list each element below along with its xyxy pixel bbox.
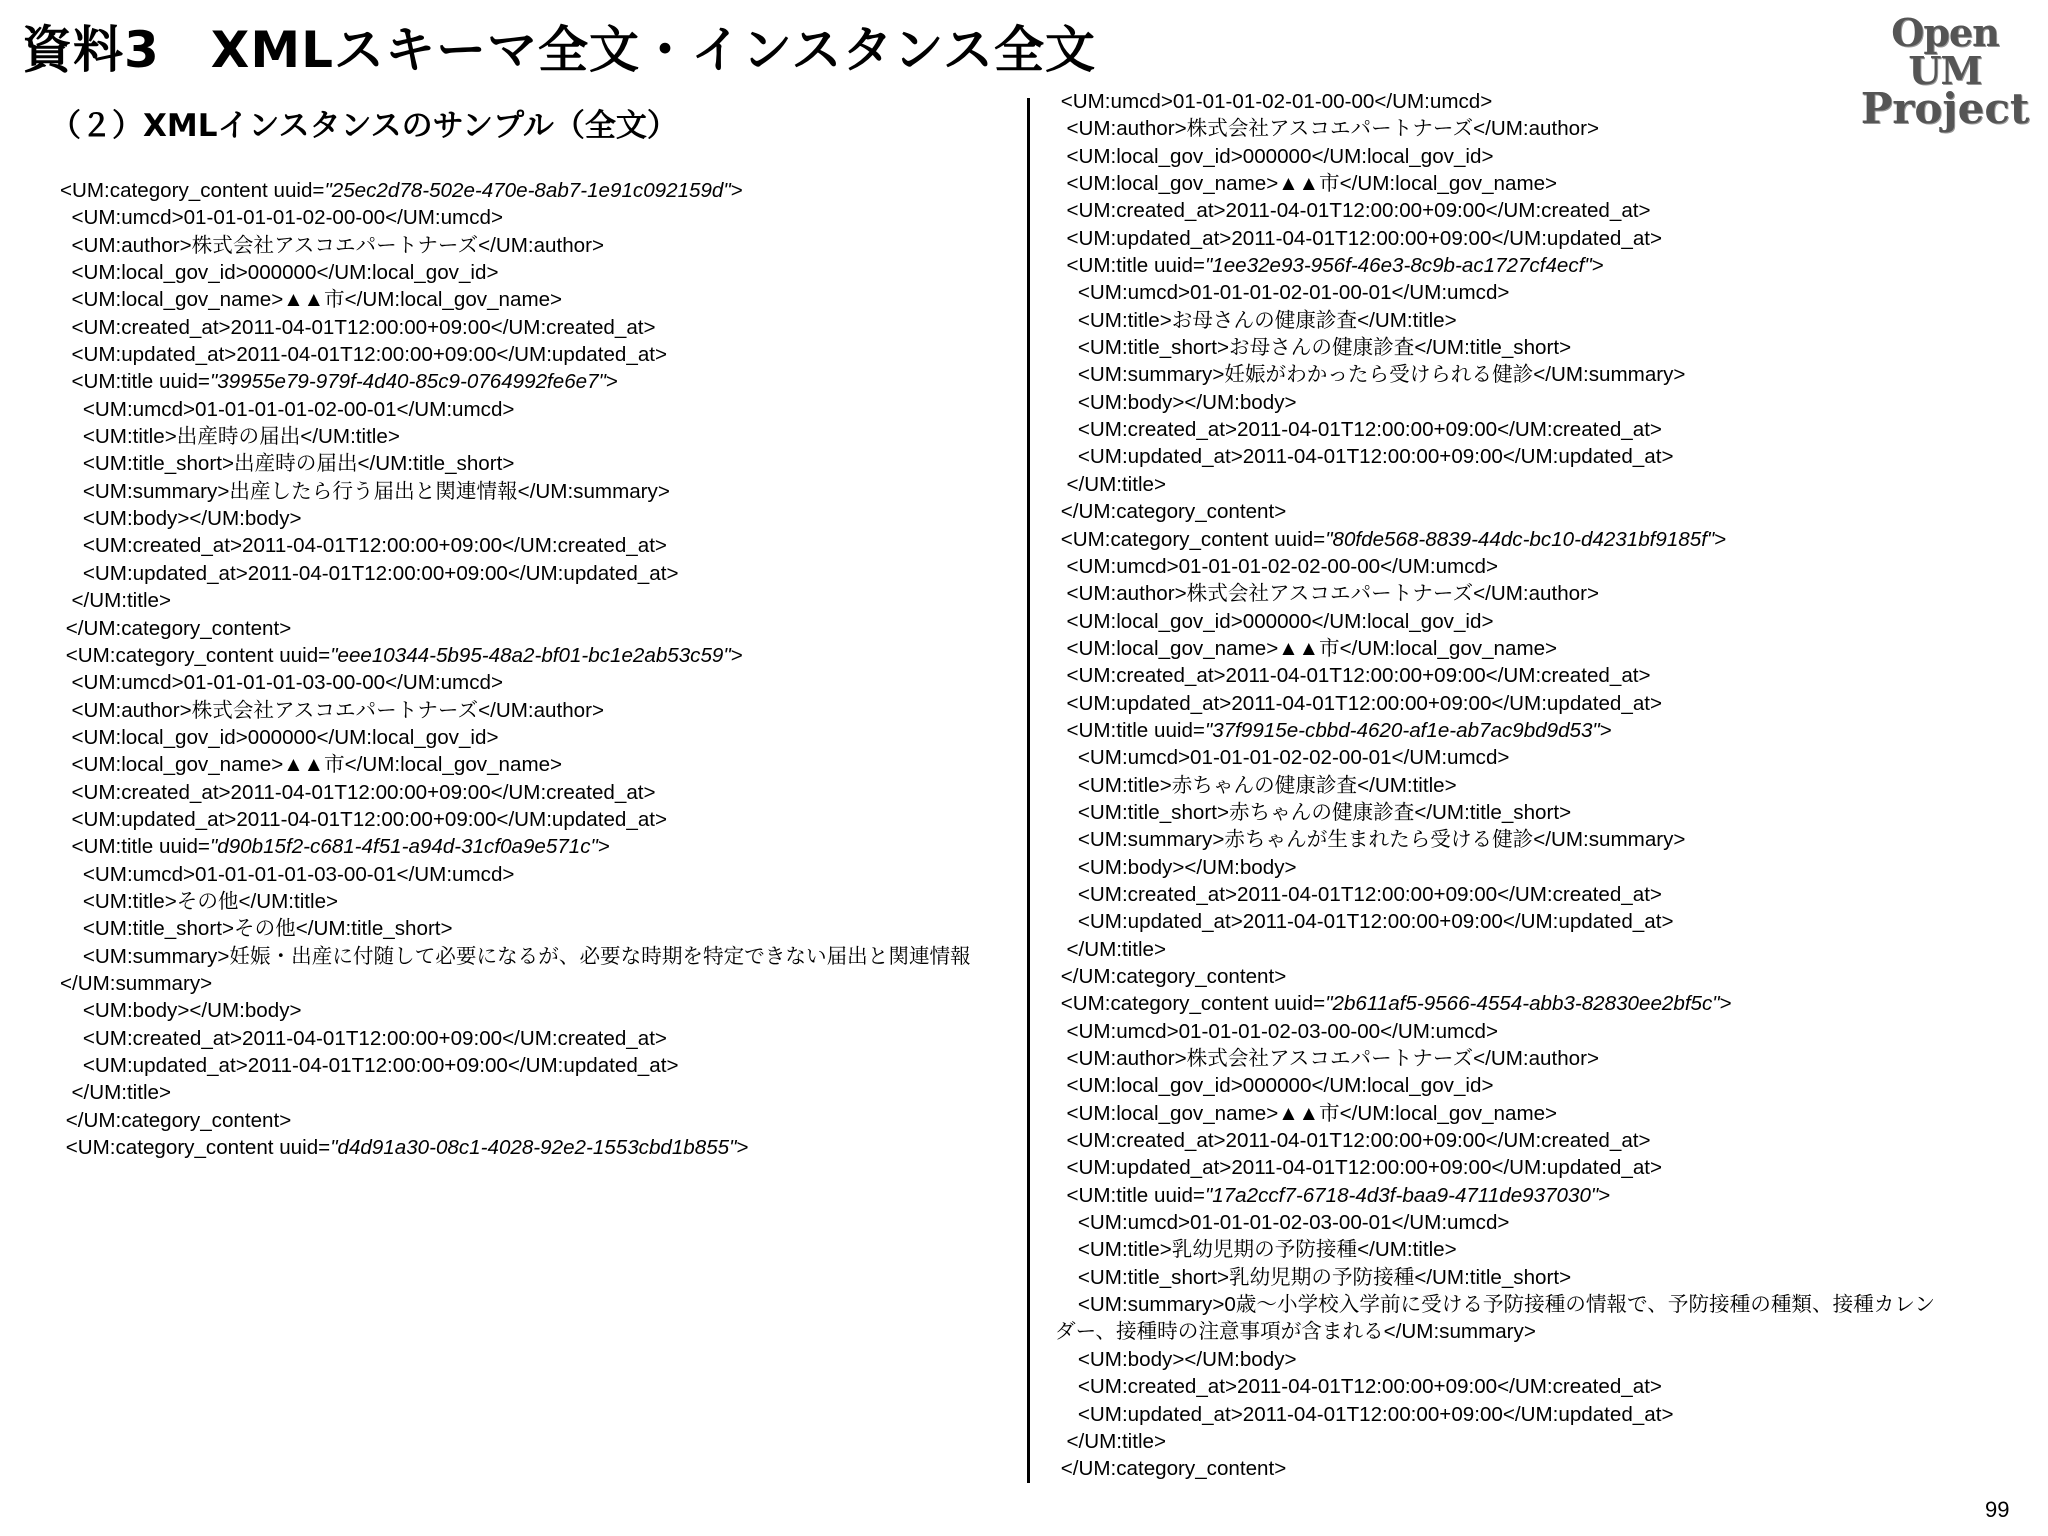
xml-line: <UM:local_gov_id>000000</UM:local_gov_id> [60, 261, 499, 285]
xml-line: <UM:updated_at>2011-04-01T12:00:00+09:00</UM:updated_at> [1055, 1402, 1674, 1426]
xml-tag-text: <UM:title uuid= [1055, 254, 1205, 278]
uuid-value: "25ec2d78-502e-470e-8ab7-1e91c092159d" [324, 179, 731, 202]
xml-line: <UM:umcd>01-01-01-02-02-00-01</UM:umcd> [1055, 746, 1510, 770]
xml-line: <UM:created_at>2011-04-01T12:00:00+09:00</UM:created_at> [60, 1026, 667, 1050]
xml-tag-text: > [730, 643, 743, 667]
xml-tag-text: > [1714, 527, 1727, 551]
xml-line: <UM:updated_at>2011-04-01T12:00:00+09:00</UM:updated_at> [1055, 226, 1663, 250]
xml-line: <UM:local_gov_name>▲▲市</UM:local_gov_name> [1055, 636, 1558, 660]
page-number: 99 [1985, 1497, 2010, 1522]
xml-line: <UM:created_at>2011-04-01T12:00:00+09:00</UM:created_at> [1055, 418, 1662, 442]
uuid-value: "80fde568-8839-44dc-bc10-d4231bf9185f" [1325, 527, 1715, 551]
xml-listing-right-column [1055, 84, 2040, 1483]
xml-line: <UM:body></UM:body> [60, 507, 302, 531]
xml-tag-text: > [597, 835, 610, 859]
xml-line: <UM:local_gov_id>000000</UM:local_gov_id> [1055, 609, 1494, 633]
xml-line [1055, 990, 2040, 1017]
xml-line: <UM:title_short>赤ちゃんの健康診査</UM:title_short> [1055, 800, 1572, 824]
xml-line: <UM:author>株式会社アスコエパートナーズ</UM:author> [60, 698, 605, 722]
xml-line [1055, 526, 2040, 553]
xml-tag-text: > [730, 179, 743, 202]
xml-line: <UM:umcd>01-01-01-01-03-00-01</UM:umcd> [60, 862, 515, 886]
xml-line: </UM:title> [1055, 1429, 1167, 1453]
xml-line [60, 833, 1030, 860]
xml-line: <UM:summary>妊娠がわかったら受けられる健診</UM:summary> [1055, 363, 1686, 387]
xml-tag-text: <UM:category_content uuid= [60, 179, 325, 202]
xml-line: <UM:created_at>2011-04-01T12:00:00+09:00</UM:created_at> [1055, 199, 1651, 223]
xml-line: <UM:local_gov_name>▲▲市</UM:local_gov_name> [60, 288, 563, 312]
xml-listing-left-column [60, 177, 1030, 1161]
section-subtitle: （２）XMLインスタンスのサンプル（全文） [50, 108, 678, 144]
xml-tag-text: <UM:category_content uuid= [60, 1136, 331, 1160]
xml-tag-text: <UM:category_content uuid= [60, 643, 331, 667]
xml-line: <UM:umcd>01-01-01-02-01-00-00</UM:umcd> [1055, 90, 1493, 113]
page-title: 資料3 XMLスキーマ全文・インスタンス全文 [22, 21, 1096, 79]
xml-line: <UM:created_at>2011-04-01T12:00:00+09:00</UM:created_at> [1055, 664, 1651, 688]
xml-line: <UM:summary>0歳～小学校入学前に受ける予防接種の情報で、予防接種の種類、接種カレン [1055, 1293, 1936, 1317]
xml-line: <UM:title>乳幼児期の予防接種</UM:title> [1055, 1238, 1457, 1262]
xml-line: <UM:body></UM:body> [60, 999, 302, 1023]
xml-line: <UM:title_short>お母さんの健康診査</UM:title_short> [1055, 336, 1572, 360]
xml-line: <UM:updated_at>2011-04-01T12:00:00+09:00</UM:updated_at> [60, 343, 668, 367]
xml-tag-text: > [1598, 1183, 1611, 1207]
xml-line: <UM:title>お母さんの健康診査</UM:title> [1055, 308, 1457, 332]
xml-line: <UM:updated_at>2011-04-01T12:00:00+09:00</UM:updated_at> [1055, 910, 1674, 934]
uuid-value: "d90b15f2-c681-4f51-a94d-31cf0a9e571c" [209, 835, 598, 859]
xml-line: </UM:category_content> [60, 616, 292, 640]
xml-tag-text: > [736, 1136, 749, 1160]
xml-tag-text: <UM:title uuid= [1055, 718, 1205, 742]
xml-line: </UM:title> [1055, 472, 1167, 496]
xml-line: <UM:author>株式会社アスコエパートナーズ</UM:author> [1055, 117, 1600, 141]
xml-line: <UM:author>株式会社アスコエパートナーズ</UM:author> [60, 233, 605, 257]
xml-line: <UM:local_gov_name>▲▲市</UM:local_gov_name> [60, 753, 563, 777]
xml-line: <UM:updated_at>2011-04-01T12:00:00+09:00</UM:updated_at> [1055, 1156, 1663, 1180]
uuid-value: "17a2ccf7-6718-4d3f-baa9-4711de937030" [1204, 1183, 1599, 1207]
xml-line: <UM:title_short>乳幼児期の予防接種</UM:title_short> [1055, 1265, 1572, 1289]
xml-line: <UM:body></UM:body> [1055, 390, 1297, 414]
xml-line: <UM:local_gov_id>000000</UM:local_gov_id> [1055, 1074, 1494, 1098]
xml-line: <UM:updated_at>2011-04-01T12:00:00+09:00</UM:updated_at> [1055, 691, 1663, 715]
xml-line [60, 1134, 1030, 1161]
xml-line: <UM:body></UM:body> [1055, 855, 1297, 879]
xml-line: <UM:summary>妊娠・出産に付随して必要になるが、必要な時期を特定できない届出と関連情報 [60, 944, 971, 968]
xml-line: <UM:title_short>その他</UM:title_short> [60, 917, 453, 941]
uuid-value: "37f9915e-cbbd-4620-af1e-ab7ac9bd9d53" [1204, 718, 1600, 742]
xml-line: <UM:local_gov_name>▲▲市</UM:local_gov_name> [1055, 1101, 1558, 1125]
xml-line: <UM:body></UM:body> [1055, 1347, 1297, 1371]
xml-line [1055, 1182, 2040, 1209]
xml-line: <UM:created_at>2011-04-01T12:00:00+09:00</UM:created_at> [60, 534, 667, 558]
xml-line: <UM:umcd>01-01-01-02-03-00-01</UM:umcd> [1055, 1211, 1510, 1235]
xml-line: <UM:local_gov_id>000000</UM:local_gov_id> [60, 725, 499, 749]
xml-line [60, 368, 1030, 395]
xml-line: <UM:umcd>01-01-01-01-02-00-00</UM:umcd> [60, 206, 503, 230]
xml-line: </UM:category_content> [60, 1108, 292, 1132]
logo-line-2: Project [1860, 84, 2030, 133]
xml-line [60, 177, 1030, 204]
xml-line: <UM:title>その他</UM:title> [60, 889, 339, 913]
xml-line: <UM:updated_at>2011-04-01T12:00:00+09:00</UM:updated_at> [1055, 445, 1674, 469]
xml-tag-text: > [1591, 254, 1604, 278]
xml-line: </UM:summary> [60, 971, 213, 995]
xml-line: <UM:umcd>01-01-01-02-01-00-01</UM:umcd> [1055, 281, 1510, 305]
xml-line: </UM:category_content> [1055, 965, 1287, 988]
xml-line: <UM:local_gov_id>000000</UM:local_gov_id> [1055, 144, 1494, 168]
xml-tag-text: > [1719, 992, 1732, 1016]
xml-line: </UM:title> [60, 589, 172, 613]
xml-tag-text: <UM:category_content uuid= [1055, 992, 1326, 1016]
xml-line: <UM:created_at>2011-04-01T12:00:00+09:00</UM:created_at> [1055, 1375, 1662, 1399]
xml-line: <UM:umcd>01-01-01-02-03-00-00</UM:umcd> [1055, 1019, 1498, 1043]
xml-line: <UM:updated_at>2011-04-01T12:00:00+09:00</UM:updated_at> [60, 1054, 679, 1077]
xml-line [1055, 717, 2040, 744]
xml-tag-text: > [605, 370, 618, 394]
xml-line: <UM:title>出産時の届出</UM:title> [60, 425, 400, 449]
xml-line: <UM:title_short>出産時の届出</UM:title_short> [60, 452, 515, 476]
xml-line: </UM:category_content> [1055, 500, 1287, 524]
xml-line: <UM:local_gov_name>▲▲市</UM:local_gov_name> [1055, 172, 1558, 196]
xml-line: </UM:title> [60, 1081, 172, 1105]
xml-line: </UM:category_content> [1055, 1457, 1287, 1481]
xml-tag-text: > [1599, 718, 1612, 742]
xml-tag-text: <UM:title uuid= [1055, 1183, 1205, 1207]
uuid-value: "d4d91a30-08c1-4028-92e2-1553cbd1b855" [330, 1136, 737, 1160]
xml-line: <UM:created_at>2011-04-01T12:00:00+09:00</UM:created_at> [60, 315, 656, 339]
xml-line: <UM:updated_at>2011-04-01T12:00:00+09:00</UM:updated_at> [60, 807, 668, 831]
xml-line [1055, 252, 2040, 279]
xml-tag-text: <UM:title uuid= [60, 835, 210, 859]
uuid-value: "39955e79-979f-4d40-85c9-0764992fe6e7" [209, 370, 606, 394]
xml-line: <UM:created_at>2011-04-01T12:00:00+09:00</UM:created_at> [1055, 882, 1662, 906]
xml-line: ダー、接種時の注意事項が含まれる</UM:summary> [1055, 1320, 1536, 1344]
xml-line: <UM:summary>赤ちゃんが生まれたら受ける健診</UM:summary> [1055, 828, 1686, 852]
xml-tag-text: <UM:title uuid= [60, 370, 210, 394]
xml-line: <UM:author>株式会社アスコエパートナーズ</UM:author> [1055, 1047, 1600, 1071]
xml-line: <UM:created_at>2011-04-01T12:00:00+09:00</UM:created_at> [60, 780, 656, 804]
xml-line: </UM:title> [1055, 937, 1167, 961]
xml-line: <UM:summary>出産したら行う届出と関連情報</UM:summary> [60, 479, 670, 503]
uuid-value: "2b611af5-9566-4554-abb3-82830ee2bf5c" [1325, 992, 1720, 1016]
xml-line: <UM:author>株式会社アスコエパートナーズ</UM:author> [1055, 582, 1600, 606]
xml-line [60, 642, 1030, 669]
xml-line: <UM:umcd>01-01-01-01-02-00-01</UM:umcd> [60, 397, 515, 421]
xml-line: <UM:title>赤ちゃんの健康診査</UM:title> [1055, 773, 1457, 797]
logo-line-1: Open UM [1891, 10, 1999, 93]
xml-line: <UM:created_at>2011-04-01T12:00:00+09:00</UM:created_at> [1055, 1129, 1651, 1153]
xml-line: <UM:umcd>01-01-01-01-03-00-00</UM:umcd> [60, 671, 503, 695]
xml-tag-text: <UM:category_content uuid= [1055, 527, 1326, 551]
uuid-value: "1ee32e93-956f-46e3-8c9b-ac1727cf4ecf" [1204, 254, 1592, 278]
uuid-value: "eee10344-5b95-48a2-bf01-bc1e2ab53c59" [330, 643, 731, 667]
xml-line: <UM:umcd>01-01-01-02-02-00-00</UM:umcd> [1055, 554, 1498, 578]
xml-line: <UM:updated_at>2011-04-01T12:00:00+09:00</UM:updated_at> [60, 561, 679, 585]
